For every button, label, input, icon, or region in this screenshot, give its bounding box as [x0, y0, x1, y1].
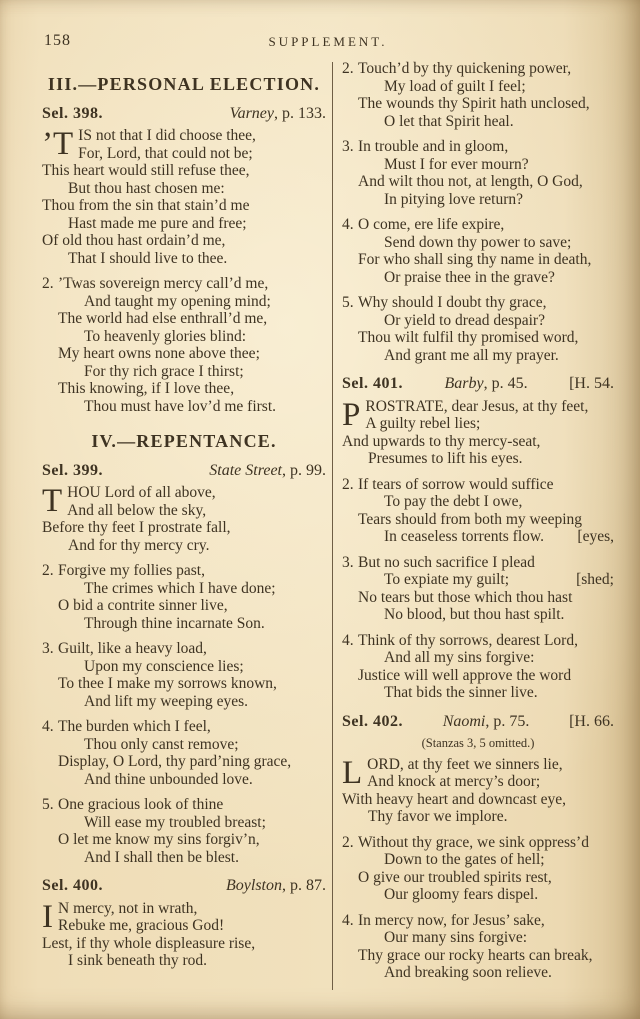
verse-text: To expiate my guilt;: [384, 571, 510, 588]
dropcap-initial: ’T: [42, 126, 74, 162]
verse-line: This heart would still refuse thee,: [42, 162, 250, 179]
tune-name: Varney: [229, 104, 274, 122]
tune-page-ref: , p. 45.: [483, 375, 528, 392]
section-heading: IV.—REPENTANCE.: [91, 431, 277, 451]
verse-line: And upwards to thy mercy-seat,: [342, 432, 541, 450]
selection-number: Sel. 400.: [42, 877, 103, 894]
tune-name: State Street: [209, 461, 282, 479]
verse-line: To thee I make my sorrows known,: [58, 675, 277, 692]
dropcap-initial: L: [342, 754, 363, 791]
verse-line: I sink beneath thy rod.: [68, 952, 208, 969]
verse-line: That bids the sinner live.: [384, 684, 538, 701]
stanza-omission-note: (Stanzas 3, 5 omitted.): [421, 736, 535, 750]
stanza: [42, 562, 326, 632]
verse-line: And knock at mercy’s door;: [367, 773, 541, 790]
stanza: [42, 127, 326, 267]
column-divider-rule: [332, 62, 333, 990]
stanza-number: 4.: [342, 216, 354, 233]
stanza-number: 3.: [42, 640, 54, 657]
verse-line: Our many sins forgive:: [384, 929, 528, 946]
verse-line: Think of thy sorrows, dearest Lord,: [358, 631, 578, 649]
page-number: 158: [44, 32, 71, 49]
verse-line: ’Twas sovereign mercy call’d me,: [58, 275, 269, 292]
verse-line: No tears but those which thou hast: [358, 588, 573, 606]
selection-number: Sel. 398.: [42, 104, 103, 122]
running-head: SUPPLEMENT.: [268, 34, 388, 49]
tune-page-ref: , p. 133.: [274, 104, 326, 122]
verse-line: And taught my opening mind;: [84, 292, 271, 310]
verse-line: My load of guilt I feel;: [384, 77, 526, 95]
verse-line: Our gloomy fears dispel.: [384, 886, 539, 903]
stanza: [342, 60, 614, 130]
selection-header: [342, 713, 614, 731]
verse-line: Hast made me pure and free;: [68, 214, 247, 232]
verse-line: Thy grace our rocky hearts can break,: [358, 946, 593, 964]
verse-line: And lift my weeping eyes.: [84, 692, 249, 710]
selection-number: Sel. 401.: [342, 375, 403, 392]
stanza-number: 4.: [342, 911, 354, 929]
selection-number: Sel. 402.: [342, 712, 403, 730]
verse-line: And all below the sky,: [67, 501, 207, 519]
verse-line: If tears of sorrow would suffice: [358, 475, 554, 493]
tune-reference: [444, 375, 527, 393]
verse-line: Why should I doubt thy grace,: [358, 294, 547, 311]
verse-line: Display, O Lord, thy pard’ning grace,: [58, 753, 292, 770]
turnover-bracket: [eyes,: [577, 528, 614, 545]
verse-line: This knowing, if I love thee,: [58, 380, 235, 397]
stanza-number: 4.: [42, 718, 54, 735]
hymn-reference: [H. 54.: [569, 375, 614, 392]
verse-line: Presumes to lift his eyes.: [368, 450, 523, 467]
turnover-bracket: [shed;: [576, 571, 614, 588]
verse-line: Of old thou hast ordain’d me,: [42, 232, 226, 249]
stanza-number: 3.: [342, 553, 354, 571]
verse-line: Send down thy power to save;: [384, 233, 572, 251]
tune-page-ref: , p. 99.: [282, 461, 326, 479]
verse-line: No blood, but thou hast spilt.: [384, 606, 565, 623]
verse-line: The burden which I feel,: [58, 718, 211, 735]
verse-line: Down to the gates of hell;: [384, 851, 545, 868]
dropcap-initial: P: [342, 396, 361, 433]
verse-line: Lest, if thy whole displeasure rise,: [42, 934, 256, 952]
verse-line: In mercy now, for Jesus’ sake,: [358, 911, 545, 929]
stanza-number: 3.: [342, 138, 354, 155]
verse-line: The world had else enthrall’d me,: [58, 310, 268, 327]
verse-line: That I should live to thee.: [68, 249, 228, 267]
column-left: [42, 60, 326, 990]
verse-line: Rebuke me, gracious God!: [58, 917, 225, 934]
tune-name: Boylston: [226, 877, 282, 894]
verse-line: For thy rich grace I thirst;: [84, 362, 244, 380]
verse-line: And wilt thou not, at length, O God,: [358, 173, 583, 190]
verse-line: Without thy grace, we sink oppress’d: [358, 833, 589, 851]
verse-line: Thou must have lov’d me first.: [84, 397, 276, 415]
verse-line: But thou hast chosen me:: [68, 179, 225, 197]
verse-line: My heart owns none above thee;: [58, 345, 260, 362]
stanza-number: 2.: [42, 275, 54, 292]
stanza: [42, 484, 326, 554]
stanza: [42, 796, 326, 866]
verse-line: Must I for ever mourn?: [384, 155, 529, 173]
verse-line: In pitying love return?: [384, 190, 524, 208]
verse-line: O give our troubled spirits rest,: [358, 868, 552, 886]
verse-line: ORD, at thy feet we sinners lie,: [367, 755, 563, 773]
stanza: [342, 554, 614, 624]
selection-header: [42, 105, 326, 123]
stanza-number: 2.: [342, 833, 354, 851]
verse-line: And for thy mercy cry.: [68, 536, 210, 554]
stanza: [342, 294, 614, 364]
verse-line: The crimes which I have done;: [84, 579, 276, 597]
dropcap-initial: T: [42, 483, 63, 519]
verse-line: Will ease my troubled breast;: [84, 813, 266, 831]
verse-line: Or yield to dread despair?: [384, 311, 545, 329]
verse-line: Thou from the sin that stain’d me: [42, 197, 250, 214]
verse-line: And I shall then be blest.: [84, 848, 239, 866]
stanza-number: 5.: [342, 294, 354, 311]
selection-header: [342, 375, 614, 393]
tune-reference: [209, 462, 326, 480]
tune-name: Barby: [444, 375, 484, 392]
stanza: [42, 640, 326, 710]
stanza: [342, 912, 614, 982]
verse-line: O let that Spirit heal.: [384, 112, 514, 130]
section-heading: III.—PERSONAL ELECTION.: [47, 74, 321, 94]
verse-line: Thy favor we implore.: [368, 808, 508, 825]
dropcap-initial: I: [42, 898, 53, 935]
stanza: [342, 476, 614, 546]
verse-line: But no such sacrifice I plead: [358, 553, 535, 571]
verse-line: One gracious look of thine: [58, 796, 224, 813]
stanza-number: 4.: [342, 631, 354, 649]
two-column-layout: [42, 60, 614, 990]
verse-line: Justice will well approve the word: [358, 666, 572, 684]
verse-line: O let me know my sins forgiv’n,: [58, 831, 260, 848]
verse-line: And thine unbounded love.: [84, 770, 253, 788]
verse-line: Or praise thee in the grave?: [384, 268, 555, 286]
verse-line: O come, ere life expire,: [358, 216, 505, 233]
verse-text: In ceaseless torrents flow.: [384, 528, 544, 545]
verse-line: ROSTRATE, dear Jesus, at thy feet,: [365, 397, 589, 415]
verse-line: IS not that I did choose thee,: [78, 127, 256, 144]
stanza-number: 2.: [342, 475, 354, 493]
stanza: [342, 216, 614, 286]
verse-line: In trouble and in gloom,: [358, 138, 509, 155]
verse-line: For, Lord, that could not be;: [78, 144, 253, 162]
verse-line: With heavy heart and downcast eye,: [342, 790, 567, 808]
selection-header: [42, 462, 326, 480]
verse-line: To heavenly glories blind:: [84, 327, 247, 345]
stanza: [342, 756, 614, 826]
verse-line: [358, 528, 614, 546]
verse-line: The wounds thy Spirit hath unclosed,: [358, 95, 590, 112]
stanza-number: 5.: [42, 796, 54, 813]
verse-line: For who shall sing thy name in death,: [358, 251, 592, 268]
verse-line: HOU Lord of all above,: [67, 484, 216, 501]
tune-reference: [226, 877, 326, 895]
selection-header: [42, 877, 326, 895]
verse-line: Tears should from both my weeping: [358, 510, 583, 528]
verse-line: Touch’d by thy quickening power,: [358, 60, 572, 77]
column-right: [342, 60, 614, 990]
tune-reference: [443, 713, 530, 731]
selection-number: Sel. 399.: [42, 461, 103, 479]
verse-line: To pay the debt I owe,: [384, 493, 523, 510]
hymn-reference: [H. 66.: [569, 712, 614, 730]
verse-line: And all my sins forgive:: [384, 649, 535, 666]
verse-line: Forgive my follies past,: [58, 562, 205, 579]
page-header: [42, 30, 614, 52]
stanza: [342, 632, 614, 702]
stanza: [42, 275, 326, 415]
verse-line: Thou only canst remove;: [84, 735, 239, 753]
verse-line: A guilty rebel lies;: [365, 415, 481, 432]
verse-line: Through thine incarnate Son.: [84, 614, 265, 632]
stanza-number: 2.: [342, 60, 354, 77]
tune-reference: [230, 105, 326, 123]
tune-page-ref: , p. 87.: [282, 877, 326, 894]
tune-name: Naomi: [442, 712, 486, 730]
verse-line: Thou wilt fulfil thy promised word,: [358, 329, 579, 346]
verse-line: And grant me all my prayer.: [384, 346, 559, 364]
stanza-number: 2.: [42, 562, 54, 579]
verse-line: [358, 571, 614, 589]
verse-line: Upon my conscience lies;: [84, 657, 244, 675]
stanza: [42, 718, 326, 788]
verse-line: N mercy, not in wrath,: [58, 899, 198, 917]
stanza: [342, 138, 614, 208]
stanza: [342, 398, 614, 468]
tune-page-ref: , p. 75.: [485, 712, 530, 730]
verse-line: Before thy feet I prostrate fall,: [42, 519, 231, 536]
stanza: [342, 834, 614, 904]
verse-line: Guilt, like a heavy load,: [58, 640, 207, 657]
stanza: [42, 900, 326, 970]
verse-line: O bid a contrite sinner live,: [58, 597, 228, 614]
verse-line: And breaking soon relieve.: [384, 964, 552, 981]
